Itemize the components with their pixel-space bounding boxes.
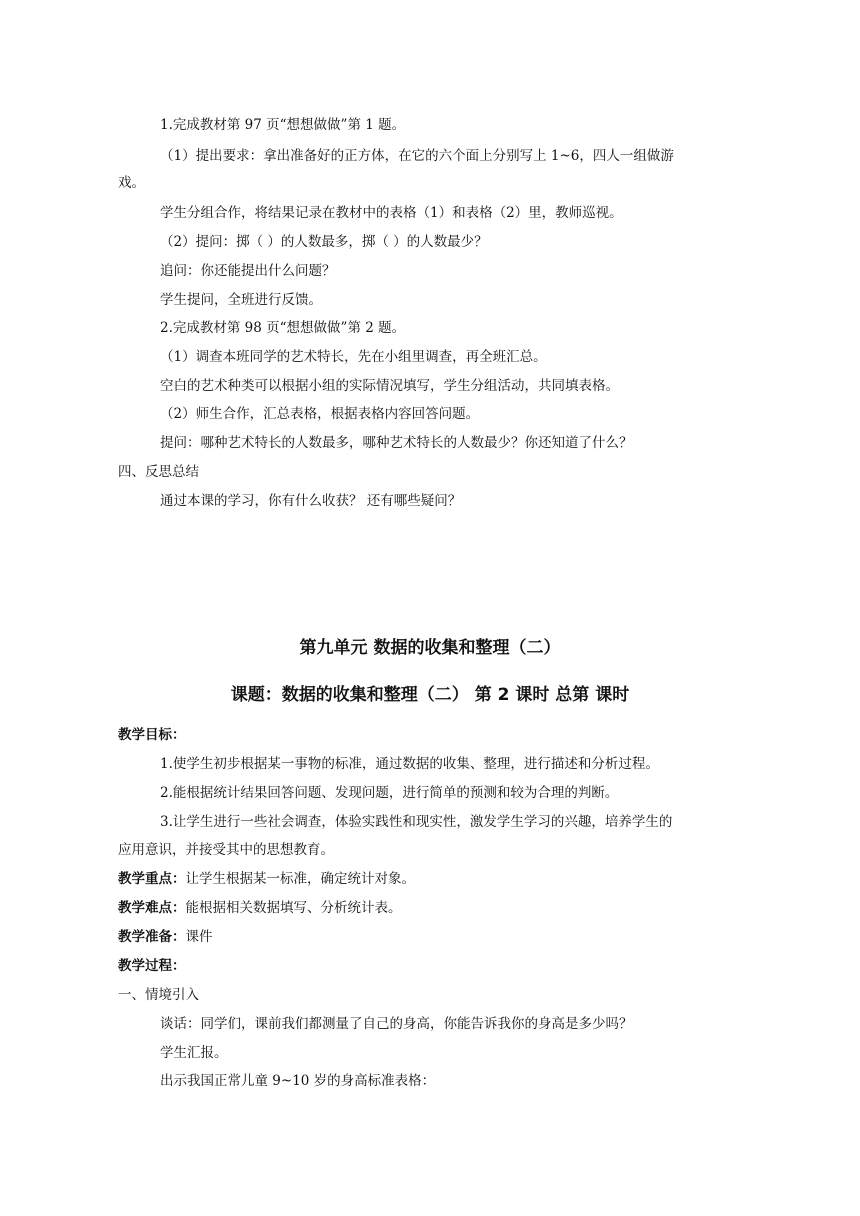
- difficulty-line: [118, 898, 402, 918]
- objective-item: 3.让学生进行一些社会调查，体验实践性和现实性，激发学生学习的兴趣，培养学生的: [160, 814, 673, 830]
- text-line: （1）调查本班同学的艺术特长，先在小组里调查，再全班汇总。: [160, 349, 547, 365]
- objectives-label: 教学目标：: [118, 727, 186, 743]
- text-line: 戏。: [118, 175, 145, 191]
- unit-title: 第九单元 数据的收集和整理（二）: [299, 638, 561, 658]
- difficulty-label: 教学难点：: [118, 900, 186, 916]
- lesson-title: 课题：数据的收集和整理（二） 第 2 课时 总第 课时: [230, 685, 630, 705]
- text-line: （2）师生合作，汇总表格，根据表格内容回答问题。: [160, 406, 480, 422]
- prep-text: 课件: [185, 929, 213, 945]
- text-line: 出示我国正常儿童 9~10 岁的身高标准表格：: [160, 1073, 436, 1089]
- text-line: 学生提问，全班进行反馈。: [160, 292, 322, 308]
- text-line: 通过本课的学习，你有什么收获？ 还有哪些疑问？: [160, 493, 462, 509]
- text-line: 提问：哪种艺术特长的人数最多，哪种艺术特长的人数最少？你还知道了什么？: [160, 435, 633, 451]
- key-label: 教学重点：: [118, 871, 186, 887]
- key-point-line: [118, 869, 415, 889]
- prep-line: [118, 927, 213, 947]
- text-line: 空白的艺术种类可以根据小组的实际情况填写，学生分组活动，共同填表格。: [160, 378, 619, 394]
- text-line: 学生分组合作，将结果记录在教材中的表格（1）和表格（2）里，教师巡视。: [160, 205, 623, 221]
- text-line: 2.完成教材第 98 页“想想做做”第 2 题。: [160, 320, 406, 336]
- text-line: 追问：你还能提出什么问题？: [160, 263, 336, 279]
- objective-item: 2.能根据统计结果回答问题、发现问题，进行简单的预测和较为合理的判断。: [160, 785, 619, 801]
- process-label: 教学过程：: [118, 958, 186, 974]
- text-line: （1）提出要求：拿出准备好的正方体，在它的六个面上分别写上 1~6，四人一组做游: [160, 148, 674, 164]
- objective-item: 1.使学生初步根据某一事物的标准，通过数据的收集、整理，进行描述和分析过程。: [160, 756, 659, 772]
- key-text: 让学生根据某一标准，确定统计对象。: [185, 871, 415, 887]
- text-line: （2）提问：掷（ ）的人数最多，掷（ ）的人数最少？: [160, 234, 488, 250]
- objective-item: 应用意识，并接受其中的思想教育。: [118, 842, 334, 858]
- text-line: 谈话：同学们，课前我们都测量了自己的身高，你能告诉我你的身高是多少吗？: [160, 1016, 633, 1032]
- prep-label: 教学准备：: [118, 929, 186, 945]
- section-heading: 四、反思总结: [118, 464, 199, 480]
- section-heading: 一、情境引入: [118, 987, 199, 1003]
- difficulty-text: 能根据相关数据填写、分析统计表。: [185, 900, 402, 916]
- text-line: 学生汇报。: [160, 1045, 228, 1061]
- text-line: 1.完成教材第 97 页“想想做做”第 1 题。: [160, 117, 406, 133]
